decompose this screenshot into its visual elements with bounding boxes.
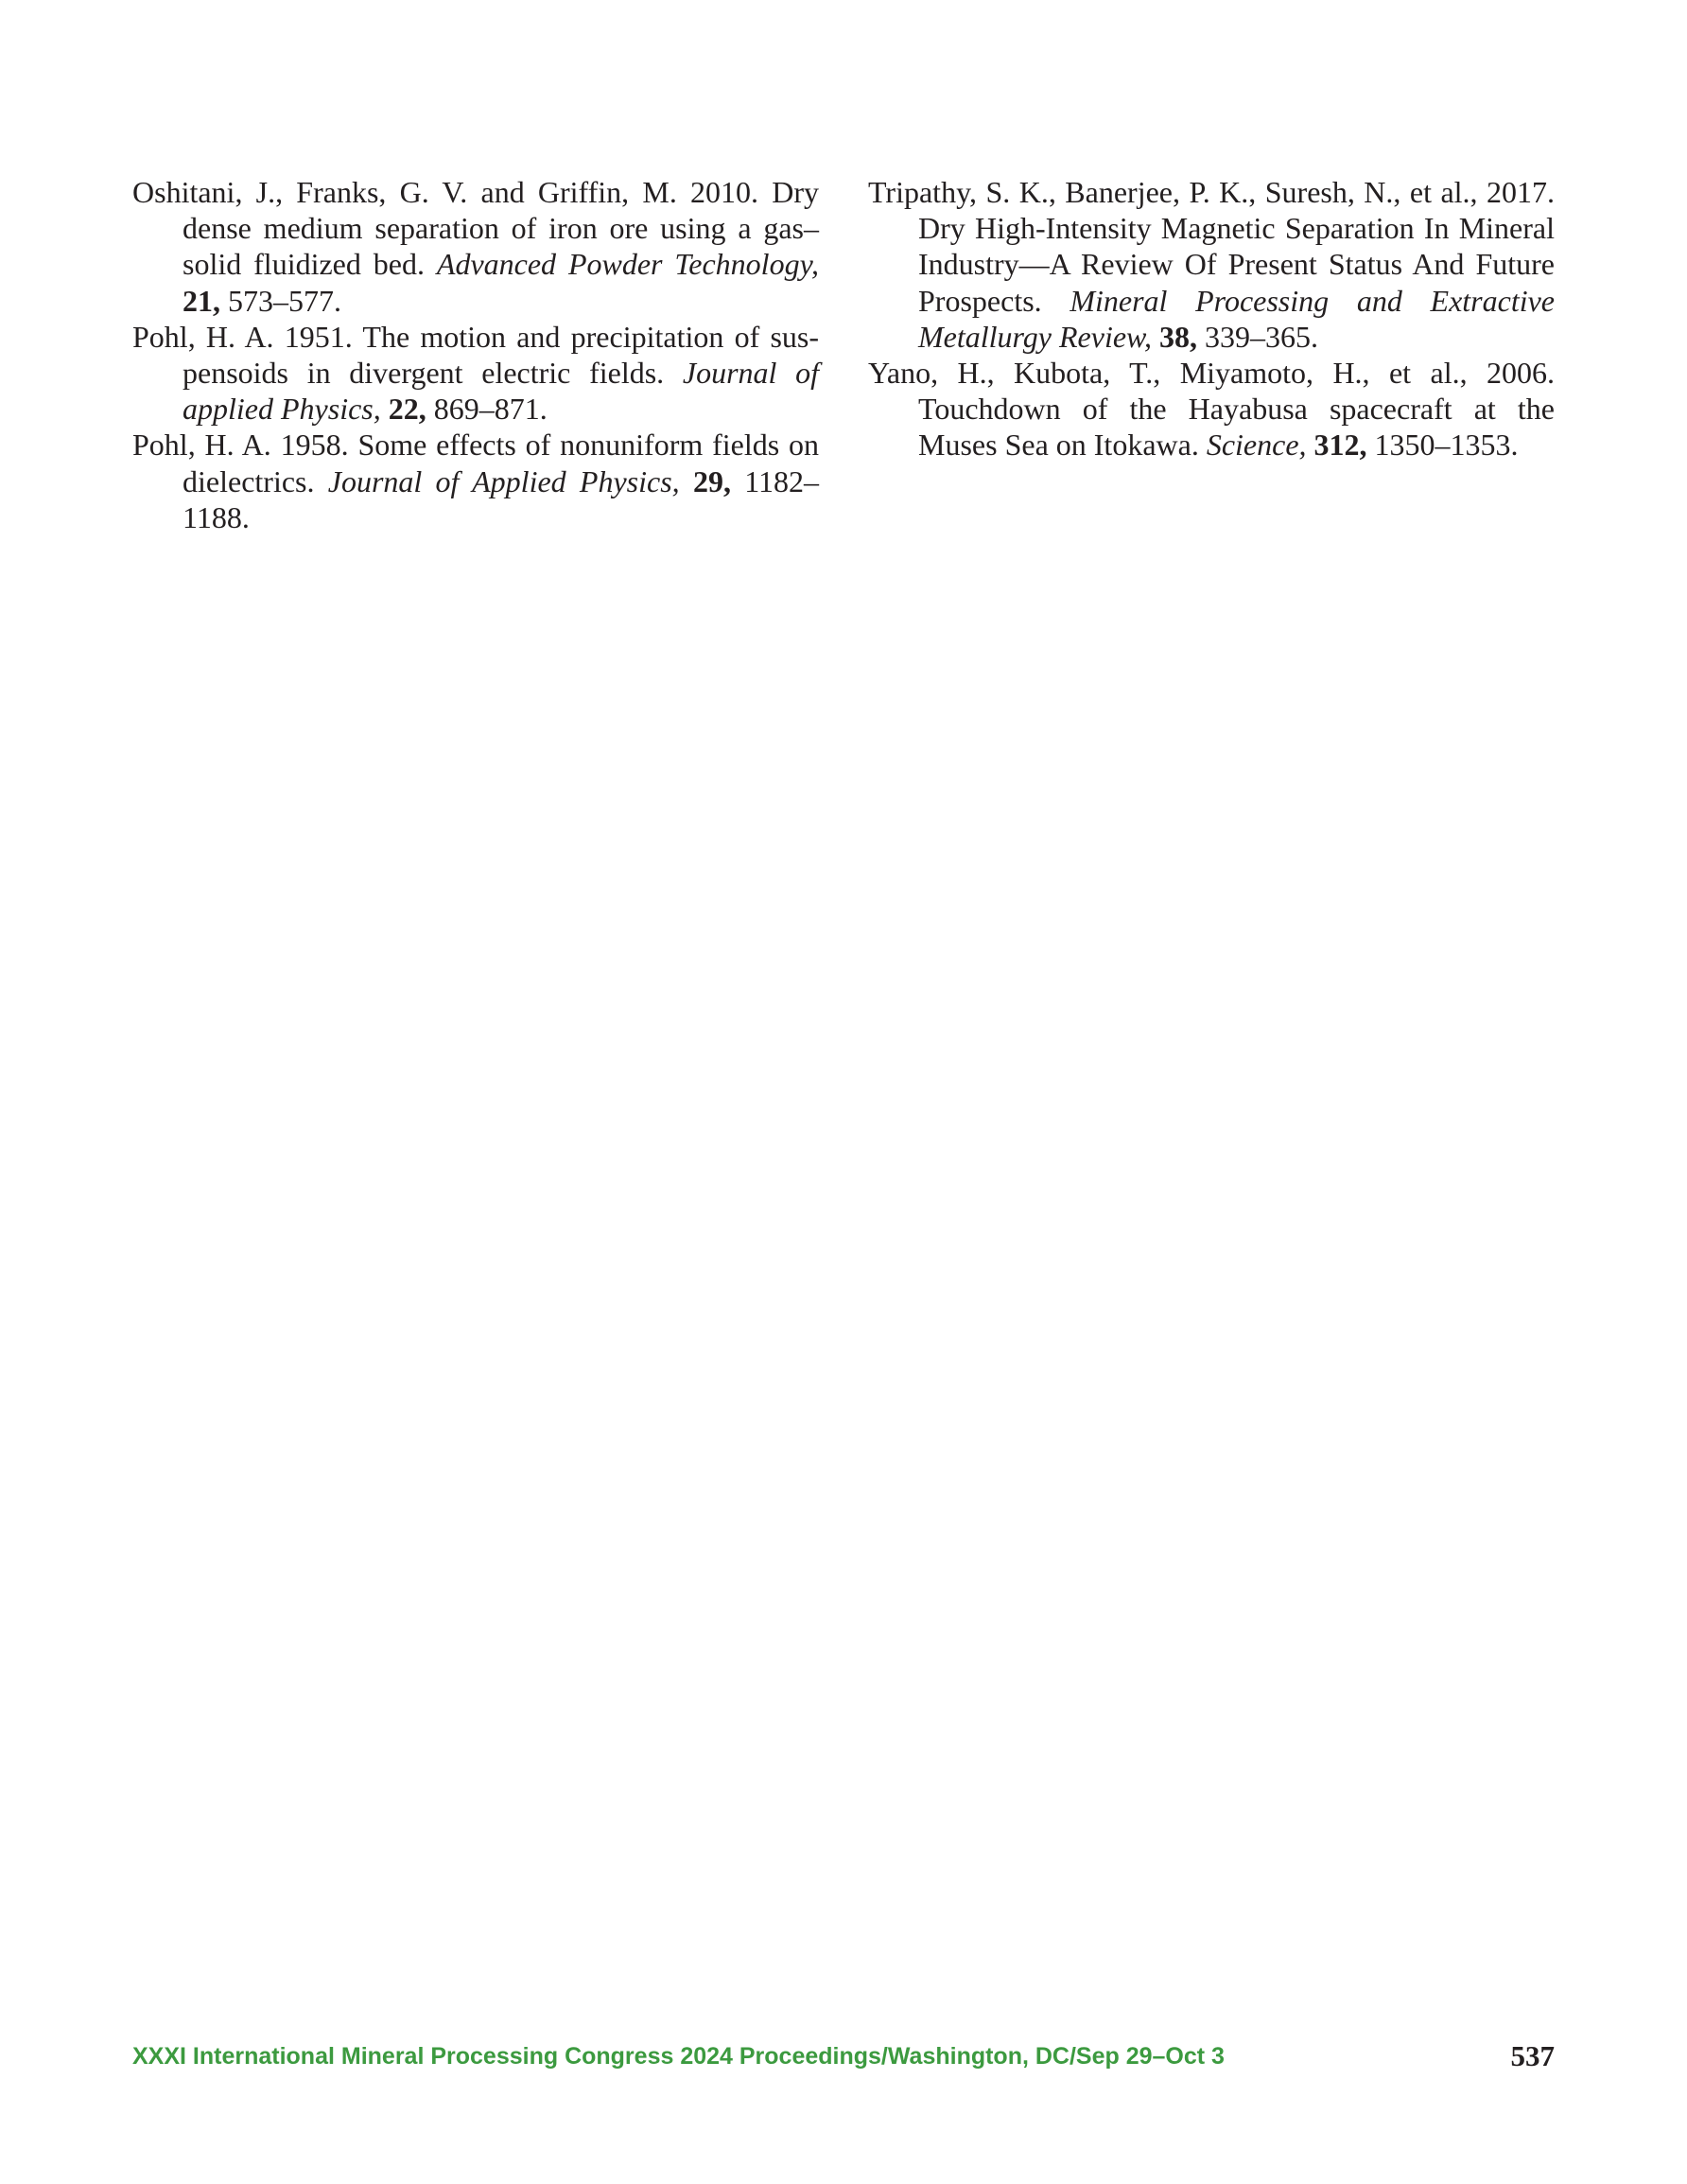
reference-journal: Journal of Applied Physics, xyxy=(327,463,680,498)
reference-entry xyxy=(132,319,819,428)
reference-journal: Science, xyxy=(1206,428,1307,463)
reference-citation: Yano, H., Kubota, T., Miyamoto, H., et al., 2006. Touchdown of the Hayabusa spacecraft at the Muses Sea on Itokawa. xyxy=(868,356,1555,463)
reference-pages: 1182–1188. xyxy=(183,463,820,534)
reference-journal: Mineral Processing and Extractive Metallurgy Review, xyxy=(918,283,1555,354)
reference-volume: 29, xyxy=(692,463,731,498)
page-footer xyxy=(132,2039,1555,2077)
reference-volume: 22, xyxy=(388,392,426,427)
reference-entry xyxy=(868,355,1555,463)
reference-pages: 573–577. xyxy=(228,283,341,318)
reference-journal: Journal of applied Physics, xyxy=(183,356,820,427)
reference-citation: Pohl, H. A. 1951. The motion and precipitation of suspensoids in divergent electric fields. xyxy=(132,319,819,391)
reference-volume: 21, xyxy=(183,283,220,318)
page-number: 537 xyxy=(1510,2039,1555,2072)
reference-entry xyxy=(868,174,1555,355)
reference-citation: Pohl, H. A. 1958. Some effects of nonuniform fields on dielectrics. xyxy=(132,428,819,498)
reference-pages: 339–365. xyxy=(1205,319,1319,354)
footer-proceedings-title: XXXI International Mineral Processing Congress 2024 Proceedings/Washington, DC/Sep 29–Oct 3 xyxy=(132,2043,1225,2070)
reference-entry xyxy=(132,427,819,535)
reference-volume: 312, xyxy=(1313,428,1367,463)
references-right-column xyxy=(868,174,1555,463)
reference-citation: Oshitani, J., Franks, G. V. and Griffin, M. 2010. Dry dense medium separation of iron ore using a gas–solid fluidized bed. xyxy=(132,175,819,282)
references-left-column xyxy=(132,174,819,535)
reference-pages: 1350–1353. xyxy=(1374,428,1519,463)
reference-pages: 869–871. xyxy=(433,392,548,427)
reference-volume: 38, xyxy=(1159,319,1198,354)
reference-citation: Tripathy, S. K., Banerjee, P. K., Suresh, N., et al., 2017. Dry High-Intensity Magnetic Separation In Mineral Industry—A Review Of Present Status And Future Prospects. xyxy=(868,175,1555,318)
reference-journal: Advanced Powder Technology, xyxy=(436,247,819,282)
reference-entry xyxy=(132,174,819,319)
